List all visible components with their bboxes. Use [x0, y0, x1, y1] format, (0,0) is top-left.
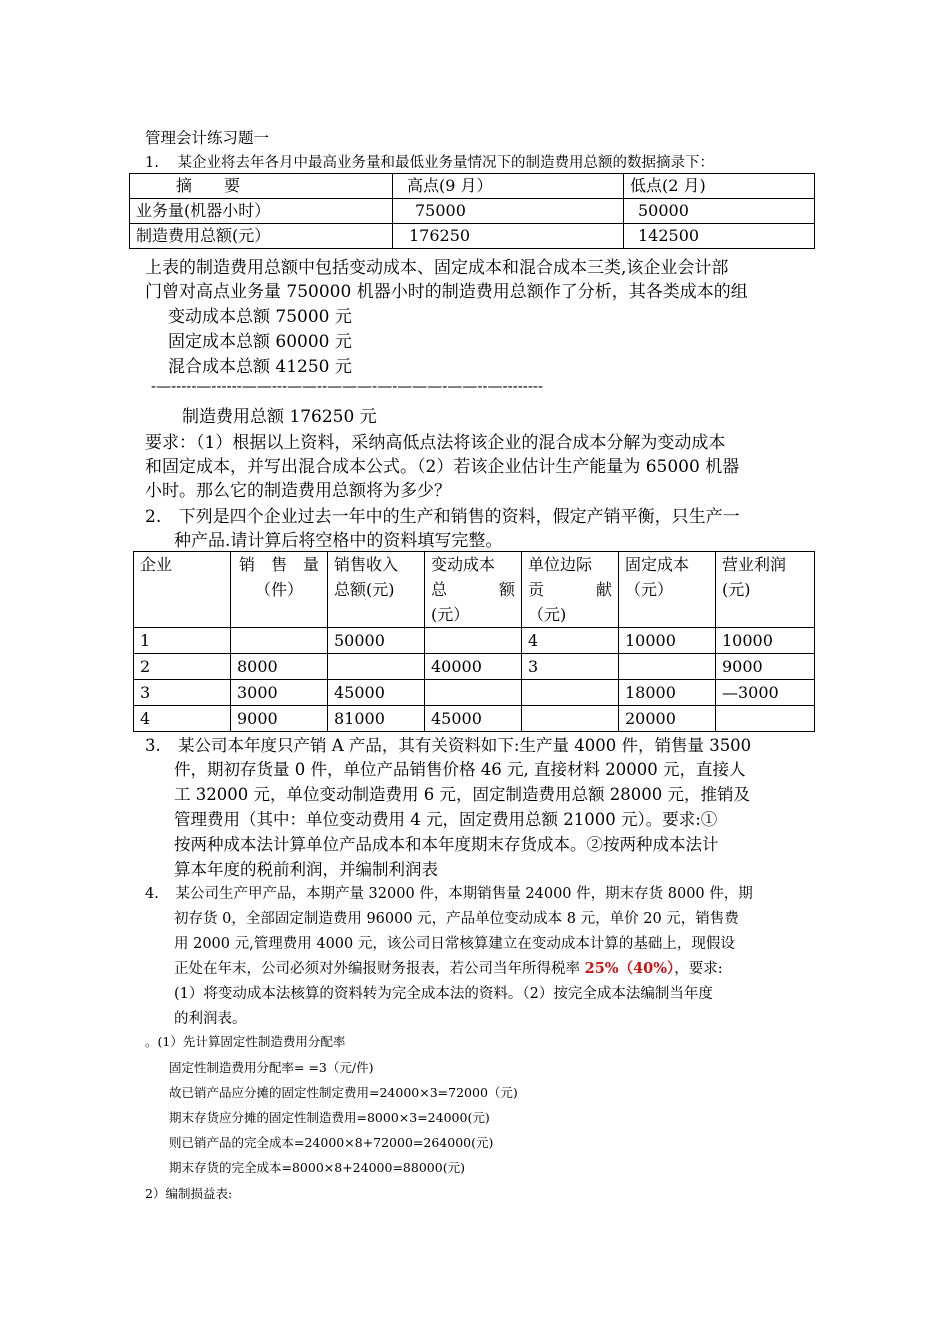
page-title: 管理会计练习题一	[145, 129, 270, 147]
table-row	[130, 224, 815, 249]
table-cell: 2	[134, 654, 231, 680]
q3-number: 3.	[145, 736, 161, 755]
table-cell: 142500	[624, 224, 815, 249]
q2-line: 种产品.请计算后将空格中的资料填写完整。	[174, 531, 503, 551]
q4-line: 某公司生产甲产品，本期产量 32000 件，本期销售量 24000 件，期末存货 8000 件，期	[175, 886, 753, 902]
q4-number: 4.	[145, 886, 159, 902]
table-cell	[716, 706, 815, 732]
table-cell: 10000	[619, 628, 716, 654]
solution-step: 2）编制损益表:	[145, 1186, 233, 1201]
table-header-cell: 低点(2 月)	[624, 174, 815, 199]
q4-line: 的利润表。	[174, 1011, 247, 1027]
q3-line: 工 32000 元，单位变动制造费用 6 元，固定制造费用总额 28000 元，推销及	[174, 785, 750, 804]
q1-breakdown-fixed: 固定成本总额 60000 元	[168, 332, 352, 352]
table-cell: 81000	[328, 706, 425, 732]
table-cell	[619, 654, 716, 680]
q1-table	[129, 173, 815, 249]
q1-breakdown-variable: 变动成本总额 75000 元	[168, 307, 352, 327]
table-header-cell	[328, 552, 425, 628]
table-cell	[522, 680, 619, 706]
header-unit-cm: 单位边际	[528, 555, 593, 574]
solution-step: 期末存货应分摊的固定性制造费用=8000×3=24000(元)	[169, 1110, 490, 1125]
table-cell: 40000	[425, 654, 522, 680]
header-variable-cost-line2	[431, 577, 515, 602]
header-unit-cm-char: 贡	[528, 580, 545, 599]
table-row	[134, 706, 815, 732]
table-cell: 50000	[328, 628, 425, 654]
header-sales-qty: 销 售 量	[238, 555, 319, 574]
q4-line: ，要求:	[674, 961, 723, 977]
header-unit-cm-line2	[528, 577, 612, 602]
q1-requirement-line: 小时。那么它的制造费用总额将为多少？	[145, 481, 451, 501]
table-cell	[328, 654, 425, 680]
table-header-cell	[522, 552, 619, 628]
table-row	[130, 199, 815, 224]
header-sales-qty-unit: （件）	[254, 580, 303, 599]
table-cell: 制造费用总额(元）	[130, 224, 393, 249]
table-cell: 10000	[716, 628, 815, 654]
table-header-cell	[716, 552, 815, 628]
q2-table	[133, 551, 815, 732]
header-variable-cost: 变动成本	[431, 555, 496, 574]
table-cell: 9000	[231, 706, 328, 732]
q1-requirement-line: 和固定成本，并写出混合成本公式。（2）若该企业估计生产能量为 65000 机器	[145, 457, 740, 477]
q1-intro: 某企业将去年各月中最高业务量和最低业务量情况下的制造费用总额的数据摘录下：	[177, 155, 714, 171]
q1-requirement-line: 要求：（1）根据以上资料，采纳高低点法将该企业的混合成本分解为变动成本	[145, 433, 726, 453]
q1-number: 1.	[145, 155, 159, 171]
header-variable-cost-unit: (元）	[431, 605, 470, 624]
table-cell: 4	[522, 628, 619, 654]
header-unit-cm-char: 献	[595, 580, 612, 599]
q4-line: 用 2000 元,管理费用 4000 元，该公司日常核算建立在变动成本计算的基础上，现假设	[174, 936, 735, 952]
table-cell	[231, 628, 328, 654]
table-cell: 8000	[231, 654, 328, 680]
q2-number: 2.	[145, 507, 162, 527]
q4-tax-rate: 25%（40%）	[584, 960, 675, 977]
q1-para-line: 上表的制造费用总额中包括变动成本、固定成本和混合成本三类,该企业会计部	[145, 258, 729, 278]
table-cell: 45000	[328, 680, 425, 706]
table-header-row	[134, 552, 815, 628]
q3-heading	[145, 732, 751, 756]
table-header-cell: 摘 要	[130, 174, 393, 199]
table-header-cell	[425, 552, 522, 628]
table-cell	[425, 628, 522, 654]
table-header-row	[130, 174, 815, 199]
table-row	[134, 654, 815, 680]
q3-line: 件，期初存货量 0 件，单位产品销售价格 46 元, 直接材料 20000 元，直接人	[174, 760, 746, 779]
header-variable-cost-char: 额	[498, 580, 515, 599]
q1-separator-line: -—-----—------——---——--———-—-———-——--—--------	[151, 377, 544, 395]
q4-heading	[145, 882, 753, 903]
header-revenue-unit: 总额(元)	[334, 580, 395, 599]
solution-step: 期末存货的完全成本=8000×8+24000=88000(元)	[169, 1160, 465, 1175]
header-fixed-cost-unit: （元）	[625, 580, 674, 599]
header-revenue: 销售收入	[334, 555, 399, 574]
table-cell: —3000	[716, 680, 815, 706]
q4-line: 初存货 0，全部固定制造费用 96000 元，产品单位变动成本 8 元，单价 20 元，销售费	[174, 911, 739, 927]
table-cell: 9000	[716, 654, 815, 680]
solution-step: 则已销产品的完全成本=24000×8+72000=264000(元)	[169, 1135, 494, 1150]
table-cell: 3	[134, 680, 231, 706]
table-cell: 18000	[619, 680, 716, 706]
q3-line: 某公司本年度只产销 A 产品，其有关资料如下:生产量 4000 件，销售量 3500	[178, 736, 752, 755]
table-row	[134, 628, 815, 654]
table-cell: 业务量(机器小时）	[130, 199, 393, 224]
q2-line: 下列是四个企业过去一年中的生产和销售的资料，假定产销平衡，只生产一	[178, 507, 740, 527]
solution-step: 固定性制造费用分配率= =3（元/件)	[169, 1060, 374, 1075]
q4-line: 正处在年末，公司必须对外编报财务报表，若公司当年所得税率	[174, 961, 585, 977]
q1-heading	[145, 151, 714, 172]
table-cell: 45000	[425, 706, 522, 732]
q1-breakdown-mixed: 混合成本总额 41250 元	[168, 357, 352, 377]
solution-step: 。(1）先计算固定性制造费用分配率	[145, 1034, 346, 1049]
table-cell: 176250	[393, 224, 624, 249]
header-operating-profit: 营业利润	[722, 555, 787, 574]
q2-heading	[145, 502, 740, 527]
table-cell	[425, 680, 522, 706]
table-cell: 20000	[619, 706, 716, 732]
table-cell: 3000	[231, 680, 328, 706]
table-header-cell: 高点(9 月）	[393, 174, 624, 199]
q1-para-line: 门曾对高点业务量 750000 机器小时的制造费用总额作了分析，其各类成本的组	[145, 282, 748, 302]
table-row	[134, 680, 815, 706]
header-operating-profit-unit: (元)	[722, 580, 751, 599]
table-cell: 4	[134, 706, 231, 732]
q3-line: 管理费用（其中：单位变动费用 4 元，固定费用总额 21000 元）。要求:①	[174, 810, 718, 829]
q3-line: 算本年度的税前利润，并编制利润表	[174, 860, 438, 879]
table-header-cell	[231, 552, 328, 628]
table-header-cell: 企业	[134, 552, 231, 628]
table-cell: 1	[134, 628, 231, 654]
table-cell: 3	[522, 654, 619, 680]
header-variable-cost-char: 总	[431, 580, 448, 599]
header-fixed-cost: 固定成本	[625, 555, 690, 574]
header-unit-cm-unit: （元)	[528, 605, 567, 624]
table-header-cell	[619, 552, 716, 628]
q3-line: 按两种成本法计算单位产品成本和本年度期末存货成本。②按两种成本法计	[174, 835, 719, 854]
q1-total: 制造费用总额 176250 元	[182, 407, 377, 427]
table-cell: 75000	[393, 199, 624, 224]
table-cell: 50000	[624, 199, 815, 224]
q4-line-tax	[174, 957, 723, 978]
solution-step: 故已销产品应分摊的固定性制定费用=24000×3=72000（元)	[169, 1085, 518, 1100]
table-cell	[522, 706, 619, 732]
q4-line: (1）将变动成本法核算的资料转为完全成本法的资料。（2）按完全成本法编制当年度	[174, 986, 713, 1002]
